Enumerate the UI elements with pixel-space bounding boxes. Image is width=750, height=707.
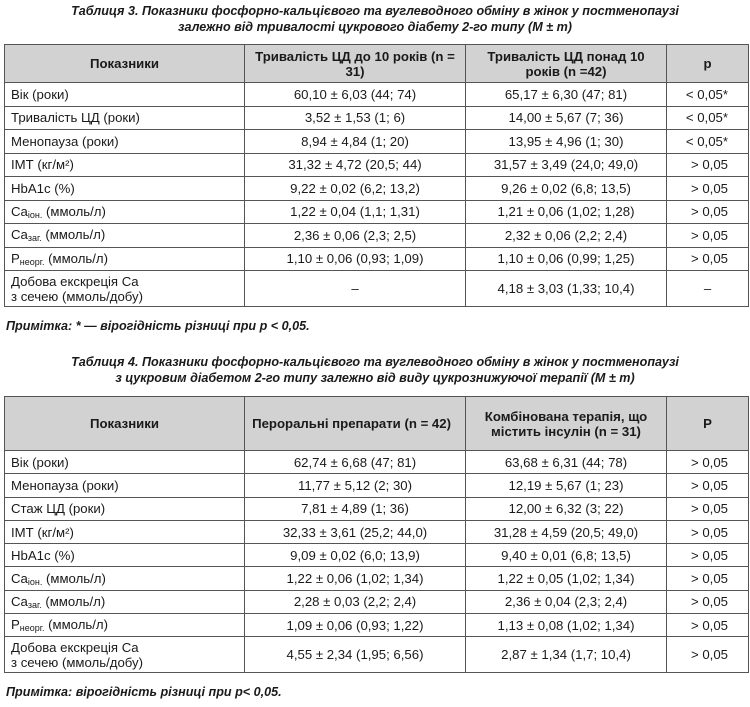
p-value: > 0,05 — [667, 200, 749, 224]
group2-value: 31,28 ± 4,59 (20,5; 49,0) — [466, 520, 667, 543]
indicator-subscript: неорг. — [19, 256, 45, 267]
row-indicator-cell — [5, 224, 245, 248]
group1-value: 9,09 ± 0,02 (6,0; 13,9) — [245, 544, 466, 567]
group1-value: – — [245, 271, 466, 307]
row-indicator-cell — [5, 520, 245, 543]
row-indicator-cell — [5, 497, 245, 520]
indicator-name: ІМТ (кг/м²) — [11, 157, 74, 173]
row-indicator-cell — [5, 614, 245, 637]
table3-header-p: p — [667, 45, 749, 83]
table3-header-indicator: Показники — [5, 45, 245, 83]
table4-caption-line1: Таблиця 4. Показники фосфорно-кальцієвого та вуглеводного обміну в жінок у постменопаузі — [71, 355, 679, 369]
group2-value: 1,13 ± 0,08 (1,02; 1,34) — [466, 614, 667, 637]
indicator-name: Добова екскреція Ca — [11, 273, 139, 289]
indicator-name: Ca — [11, 570, 28, 586]
group2-value: 65,17 ± 6,30 (47; 81) — [466, 83, 667, 107]
table4-row — [5, 474, 749, 497]
table3-caption-line2: залежно від тривалості цукрового діабету 2-го типу (M ± m) — [178, 20, 572, 34]
group2-value: 1,10 ± 0,06 (0,99; 1,25) — [466, 247, 667, 271]
group1-value: 1,10 ± 0,06 (0,93; 1,09) — [245, 247, 466, 271]
p-value: > 0,05 — [667, 567, 749, 590]
indicator-unit: з сечею (ммоль/добу) — [11, 654, 144, 670]
p-value: > 0,05 — [667, 247, 749, 271]
group2-value: 31,57 ± 3,49 (24,0; 49,0) — [466, 153, 667, 177]
row-indicator-cell — [5, 83, 245, 107]
group1-value: 32,33 ± 3,61 (25,2; 44,0) — [245, 520, 466, 543]
indicator-unit: (ммоль/л) — [42, 203, 106, 219]
table3-row — [5, 177, 749, 201]
table4-caption — [0, 354, 750, 386]
p-value: – — [667, 271, 749, 307]
p-value: > 0,05 — [667, 497, 749, 520]
indicator-subscript: іон. — [27, 209, 43, 220]
indicator-name: Добова екскреція Ca — [11, 639, 139, 655]
p-value: > 0,05 — [667, 614, 749, 637]
table3-body — [5, 83, 749, 307]
p-value: > 0,05 — [667, 224, 749, 248]
indicator-subscript: іон. — [27, 576, 43, 587]
table4-header-indicator: Показники — [5, 397, 245, 451]
p-value: > 0,05 — [667, 520, 749, 543]
group1-value: 3,52 ± 1,53 (1; 6) — [245, 106, 466, 130]
table4-header-p: P — [667, 397, 749, 451]
indicator-name: HbA1c (%) — [11, 547, 75, 563]
table4-row — [5, 451, 749, 474]
table3-row — [5, 130, 749, 154]
table4-caption-line2: з цукровим діабетом 2-го типу залежно від виду цукрознижуючої терапії (M ± m) — [115, 371, 635, 385]
group1-value: 60,10 ± 6,03 (44; 74) — [245, 83, 466, 107]
p-value: > 0,05 — [667, 590, 749, 613]
group1-value: 4,55 ± 2,34 (1,95; 6,56) — [245, 637, 466, 673]
indicator-name: Ca — [11, 227, 28, 243]
p-value: > 0,05 — [667, 474, 749, 497]
table3-row — [5, 247, 749, 271]
row-indicator-cell — [5, 200, 245, 224]
table4 — [4, 396, 749, 673]
indicator-name: HbA1c (%) — [11, 180, 75, 196]
row-indicator-cell — [5, 590, 245, 613]
group2-value: 9,40 ± 0,01 (6,8; 13,5) — [466, 544, 667, 567]
indicator-subscript: неорг. — [19, 623, 45, 634]
group2-value: 2,87 ± 1,34 (1,7; 10,4) — [466, 637, 667, 673]
indicator-unit: (ммоль/л) — [44, 617, 109, 633]
group2-value: 12,00 ± 6,32 (3; 22) — [466, 497, 667, 520]
row-indicator-cell — [5, 177, 245, 201]
indicator-name: P — [11, 617, 20, 633]
table4-header-group2: Комбінована терапія, що містить інсулін (n = 31) — [466, 397, 667, 451]
table4-header-row — [5, 397, 749, 451]
p-value: > 0,05 — [667, 451, 749, 474]
indicator-name: Ca — [11, 593, 28, 609]
group1-value: 31,32 ± 4,72 (20,5; 44) — [245, 153, 466, 177]
p-value: > 0,05 — [667, 153, 749, 177]
table4-body — [5, 451, 749, 673]
group1-value: 11,77 ± 5,12 (2; 30) — [245, 474, 466, 497]
table3-row — [5, 106, 749, 130]
table3-caption-line1: Таблиця 3. Показники фосфорно-кальцієвого та вуглеводного обміну в жінок у постменопаузі — [71, 4, 679, 18]
table3-header-group1: Тривалість ЦД до 10 років (n = 31) — [245, 45, 466, 83]
indicator-name: Ca — [11, 203, 28, 219]
indicator-name: Вік (роки) — [11, 86, 69, 102]
p-value: > 0,05 — [667, 544, 749, 567]
p-value: < 0,05* — [667, 130, 749, 154]
indicator-unit: з сечею (ммоль/добу) — [11, 288, 144, 304]
indicator-subscript: заг. — [27, 233, 42, 244]
row-indicator-cell — [5, 271, 245, 307]
table3-row — [5, 200, 749, 224]
table4-row — [5, 637, 749, 673]
table3-row — [5, 83, 749, 107]
table4-row — [5, 614, 749, 637]
indicator-name: Стаж ЦД (роки) — [11, 501, 106, 517]
indicator-unit: (ммоль/л) — [41, 593, 106, 609]
row-indicator-cell — [5, 130, 245, 154]
row-indicator-cell — [5, 544, 245, 567]
group2-value: 13,95 ± 4,96 (1; 30) — [466, 130, 667, 154]
row-indicator-cell — [5, 474, 245, 497]
table3 — [4, 44, 749, 307]
group2-value: 12,19 ± 5,67 (1; 23) — [466, 474, 667, 497]
group2-value: 14,00 ± 5,67 (7; 36) — [466, 106, 667, 130]
table3-header-group2: Тривалість ЦД понад 10 років (n =42) — [466, 45, 667, 83]
group2-value: 1,22 ± 0,05 (1,02; 1,34) — [466, 567, 667, 590]
table4-row — [5, 520, 749, 543]
table3-caption — [0, 3, 750, 35]
table4-row — [5, 544, 749, 567]
indicator-unit: (ммоль/л) — [42, 570, 106, 586]
table3-header-row — [5, 45, 749, 83]
row-indicator-cell — [5, 106, 245, 130]
indicator-subscript: заг. — [27, 599, 42, 610]
indicator-unit: (ммоль/л) — [44, 250, 109, 266]
table4-row — [5, 497, 749, 520]
p-value: > 0,05 — [667, 637, 749, 673]
table3-row — [5, 224, 749, 248]
group1-value: 1,22 ± 0,06 (1,02; 1,34) — [245, 567, 466, 590]
row-indicator-cell — [5, 451, 245, 474]
indicator-name: Менопауза (роки) — [11, 133, 119, 149]
group1-value: 2,36 ± 0,06 (2,3; 2,5) — [245, 224, 466, 248]
group2-value: 1,21 ± 0,06 (1,02; 1,28) — [466, 200, 667, 224]
indicator-name: ІМТ (кг/м²) — [11, 524, 74, 540]
group1-value: 2,28 ± 0,03 (2,2; 2,4) — [245, 590, 466, 613]
table4-note: Примітка: вірогідність різниці при p< 0,05. — [6, 685, 282, 699]
indicator-unit: (ммоль/л) — [41, 227, 106, 243]
group1-value: 1,22 ± 0,04 (1,1; 1,31) — [245, 200, 466, 224]
table4-row — [5, 567, 749, 590]
group1-value: 8,94 ± 4,84 (1; 20) — [245, 130, 466, 154]
table4-row — [5, 590, 749, 613]
group1-value: 9,22 ± 0,02 (6,2; 13,2) — [245, 177, 466, 201]
p-value: < 0,05* — [667, 106, 749, 130]
row-indicator-cell — [5, 637, 245, 673]
group2-value: 2,36 ± 0,04 (2,3; 2,4) — [466, 590, 667, 613]
p-value: > 0,05 — [667, 177, 749, 201]
group2-value: 2,32 ± 0,06 (2,2; 2,4) — [466, 224, 667, 248]
indicator-name: Вік (роки) — [11, 454, 69, 470]
indicator-name: Менопауза (роки) — [11, 477, 119, 493]
indicator-name: P — [11, 250, 20, 266]
row-indicator-cell — [5, 153, 245, 177]
indicator-name: Тривалість ЦД (роки) — [11, 110, 140, 126]
group2-value: 63,68 ± 6,31 (44; 78) — [466, 451, 667, 474]
table4-header-group1: Пероральні препарати (n = 42) — [245, 397, 466, 451]
table3-row — [5, 153, 749, 177]
table3-row — [5, 271, 749, 307]
row-indicator-cell — [5, 247, 245, 271]
group2-value: 9,26 ± 0,02 (6,8; 13,5) — [466, 177, 667, 201]
group1-value: 1,09 ± 0,06 (0,93; 1,22) — [245, 614, 466, 637]
group2-value: 4,18 ± 3,03 (1,33; 10,4) — [466, 271, 667, 307]
group1-value: 7,81 ± 4,89 (1; 36) — [245, 497, 466, 520]
table3-note: Примітка: * — вірогідність різниці при p < 0,05. — [6, 319, 310, 333]
row-indicator-cell — [5, 567, 245, 590]
p-value: < 0,05* — [667, 83, 749, 107]
group1-value: 62,74 ± 6,68 (47; 81) — [245, 451, 466, 474]
